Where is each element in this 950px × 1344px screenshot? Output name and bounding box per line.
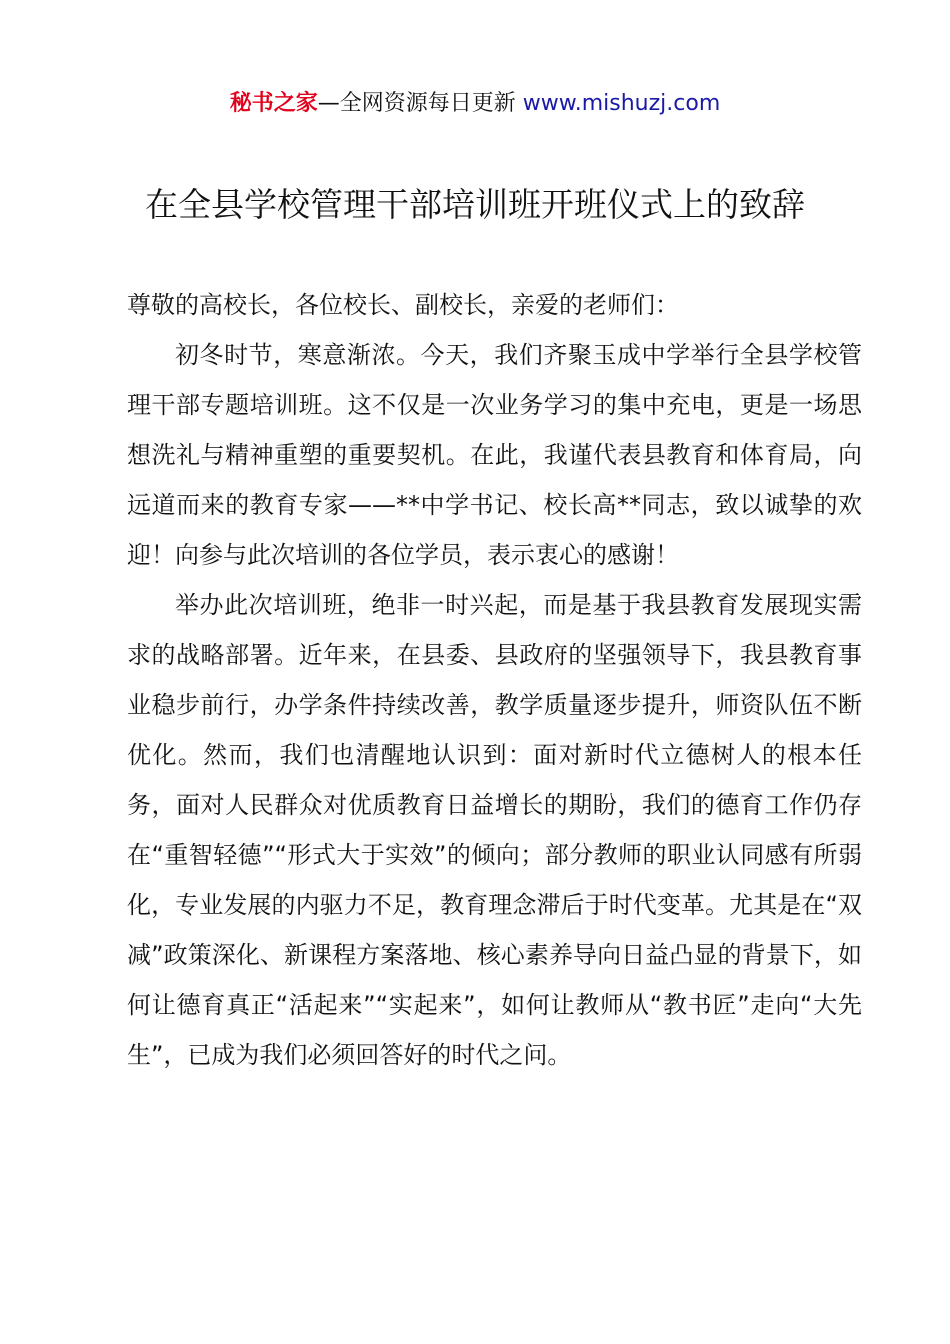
document-body: [127, 280, 862, 1080]
header-tagline: —全网资源每日更新: [317, 91, 523, 116]
paragraph-2: 举办此次培训班，绝非一时兴起，而是基于我县教育发展现实需求的战略部署。近年来，在县委、县政府的坚强领导下，我县教育事业稳步前行，办学条件持续改善，教学质量逐步提升，师资队伍不断优化。然而，我们也清醒地认识到：面对新时代立德树人的根本任务，面对人民群众对优质教育日益增长的期盼，我们的德育工作仍存在“重智轻德”“形式大于实效”的倾向；部分教师的职业认同感有所弱化，专业发展的内驱力不足，教育理念滞后于时代变革。尤其是在“双减”政策深化、新课程方案落地、核心素养导向日益凸显的背景下，如何让德育真正“活起来”“实起来”，如何让教师从“教书匠”走向“大先生”，已成为我们必须回答好的时代之问。: [127, 591, 862, 1069]
document-title: 在全县学校管理干部培训班开班仪式上的致辞: [145, 185, 805, 224]
website-link[interactable]: www.mishuzj.com: [522, 91, 721, 116]
paragraph-1: 初冬时节，寒意渐浓。今天，我们齐聚玉成中学举行全县学校管理干部专题培训班。这不仅是一次业务学习的集中充电，更是一场思想洗礼与精神重塑的重要契机。在此，我谨代表县教育和体育局，向远道而来的教育专家——**中学书记、校长高**同志，致以诚挚的欢迎！向参与此次培训的各位学员，表示衷心的感谢！: [127, 341, 862, 569]
salutation: 尊敬的高校长，各位校长、副校长，亲爱的老师们：: [127, 291, 679, 319]
site-header: [0, 88, 950, 120]
brand-name: 秘书之家: [229, 91, 318, 116]
